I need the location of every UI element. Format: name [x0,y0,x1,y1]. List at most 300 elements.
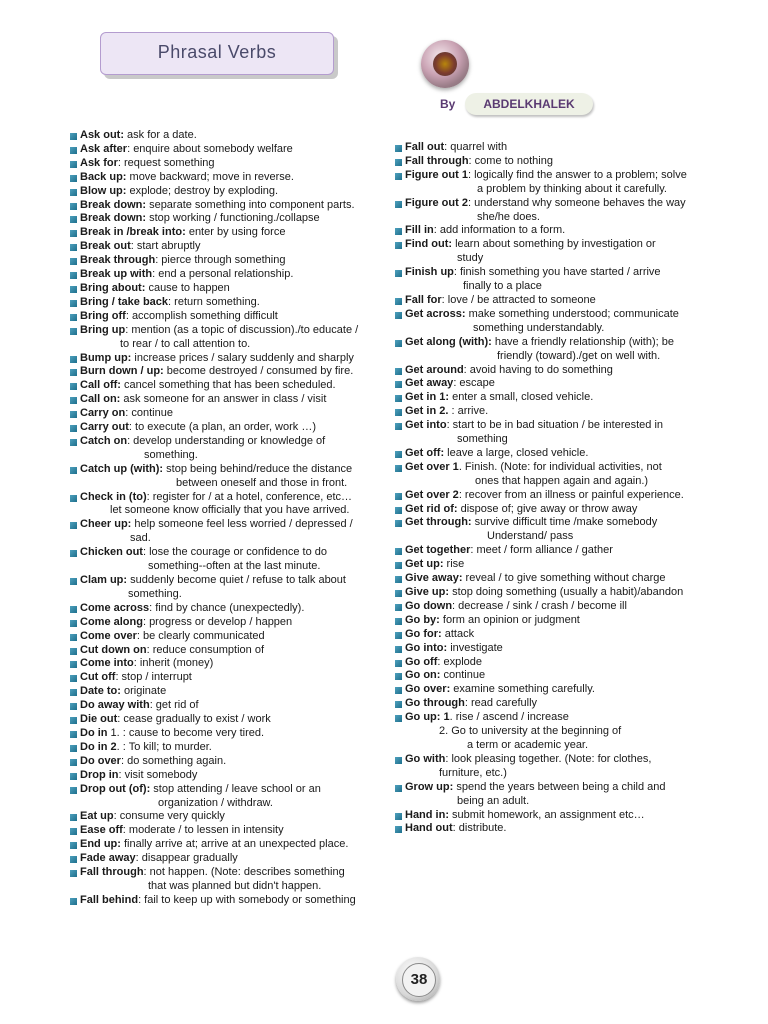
phrasal-verb-entry [70,463,390,491]
verb-definition: : moderate / to lessen in intensity [122,824,284,837]
phrasal-verb-entry [70,783,390,811]
bullet-icon [395,368,402,375]
bullet-icon [395,298,402,305]
bullet-icon [70,495,77,502]
bullet-icon [395,451,402,458]
verb-definition: : read carefully [464,697,538,710]
bullet-icon [70,328,77,335]
phrasal-verb-entry [70,282,390,296]
verb-term: Break through [80,254,156,267]
verb-term: Clam up: [80,574,128,586]
definition-continuation: something--often at the last minute. [148,560,321,573]
verb-definition: rise [443,558,465,571]
verb-definition: : start to be in bad situation / be interested in [446,419,664,432]
verb-definition: : not happen. (Note: describes something [143,866,345,879]
definition-continuation: Understand/ pass [487,530,574,543]
bullet-icon [70,759,77,766]
phrasal-verb-entry [395,155,725,169]
verb-definition: : progress or develop / happen [142,615,293,628]
bullet-icon [395,660,402,667]
verb-term: Bring up [80,323,126,336]
phrasal-verb-entry [70,699,390,713]
phrasal-verb-entry [70,671,390,685]
verb-term: Go into: [405,641,448,654]
verb-term: Get away [405,377,454,390]
verb-definition: cause to happen [145,281,230,294]
phrasal-verb-entry [395,503,725,517]
bullet-icon [70,258,77,265]
phrasal-verb-entry [395,781,725,809]
bullet-icon [70,856,77,863]
verb-definition: move backward; move in reverse. [126,170,294,183]
verb-term: Cut off [80,671,116,684]
verb-definition: : cease gradually to exist / work [117,713,271,726]
verb-term: Blow up: [80,184,127,197]
verb-term: Come over [80,629,137,642]
emblem-icon [421,40,469,88]
verb-definition: reveal / to give something without charge [462,572,666,585]
verb-definition: : quarrel with [444,141,508,153]
verb-definition: originate [120,685,167,698]
bullet-icon [70,828,77,835]
phrasal-verb-entry [70,143,390,157]
phrasal-verb-entry [70,296,390,310]
verb-term: Do over [80,754,121,767]
page-number: 38 [402,963,436,997]
verb-term: Figure out 1 [405,168,468,181]
phrasal-verb-entry [395,238,725,266]
definition-continuation: to rear / to call attention to. [120,337,251,350]
bullet-icon [395,520,402,527]
verb-definition: stop attending / leave school or an [150,782,321,795]
verb-definition: : add information to a form. [433,224,566,237]
verb-definition: : request something [117,156,215,169]
verb-term: Ask after [80,142,128,155]
verb-term: Back up: [80,170,127,183]
bullet-icon [70,648,77,655]
verb-definition: dispose of; give away or throw away [457,502,638,515]
phrasal-verb-entry [70,171,390,185]
bullet-icon [395,493,402,500]
bullet-icon [70,439,77,446]
verb-definition: : recover from an illness or painful experience. [458,488,684,501]
verb-term: Go with [405,752,446,765]
verb-definition: : start abruptly [130,240,201,253]
bullet-icon [70,467,77,474]
verb-term: Get in 1: [405,391,450,404]
phrasal-verb-entry [70,129,390,143]
phrasal-verb-entry [395,669,725,683]
phrasal-verb-entry [395,336,725,364]
verb-definition: : arrive. [448,405,489,418]
bullet-icon [70,175,77,182]
phrasal-verb-entry [395,753,725,781]
phrasal-verb-entry [395,141,725,155]
verb-definition: separate something into component parts. [146,198,355,211]
phrasal-verb-entry [70,657,390,671]
verb-definition: : lose the courage or confidence to do [142,546,328,559]
bullet-icon [395,785,402,792]
phrasal-verb-entry [395,642,725,656]
phrasal-verb-entry [70,199,390,213]
bullet-icon [70,745,77,752]
verb-term: Get rid of: [405,502,458,515]
verb-term: Get over 2 [405,488,459,501]
definition-continuation: between oneself and those in front. [176,476,348,489]
phrasal-verb-entry [395,809,725,823]
verb-term: Catch up (with): [80,462,164,475]
verb-definition: suddenly become quiet / refuse to talk about [127,574,346,586]
verb-term: Chicken out [80,546,143,559]
definition-continuation: 2. Go to university at the beginning of [439,725,622,738]
phrasal-verb-entry [395,628,725,642]
bullet-icon [70,550,77,557]
bullet-icon [70,300,77,307]
bullet-icon [395,590,402,597]
phrasal-verb-entry [70,866,390,894]
phrasal-verb-entry [70,407,390,421]
bullet-icon [70,425,77,432]
verb-term: Go up: 1 [405,711,450,724]
verb-term: Get into [405,419,447,432]
definition-continuation: sad. [130,532,151,545]
bullet-icon [395,145,402,152]
verb-definition: : reduce consumption of [146,643,264,656]
phrasal-verb-entry [70,254,390,268]
bullet-icon [395,423,402,430]
verb-term: Break up with [80,268,153,281]
verb-definition: finally arrive at; arrive at an unexpected place. [120,838,349,851]
bullet-icon [395,242,402,249]
bullet-icon [70,286,77,293]
verb-term: Find out: [405,238,453,251]
definition-continuation: something. [144,448,198,461]
verb-term: Do in [80,726,108,739]
verb-definition: : enquire about somebody welfare [127,142,293,155]
verb-definition: : visit somebody [118,768,198,781]
verb-definition: enter by using force [185,226,286,239]
bullet-icon [395,395,402,402]
verb-term: Date to: [80,685,121,698]
phrasal-verb-entry [70,365,390,379]
bullet-icon [70,244,77,251]
bullet-icon [395,757,402,764]
phrasal-verb-entry [70,240,390,254]
verb-term: Do in 2 [80,740,117,753]
phrasal-verb-entry [395,294,725,308]
verb-term: Go through [405,697,465,710]
verb-definition: : finish something you have started / arrive [453,266,661,279]
definition-continuation: finally to a place [463,280,542,293]
phrasal-verb-entry [70,685,390,699]
verb-term: Die out [80,713,118,726]
verb-definition: increase prices / salary suddenly and sharply [131,351,354,364]
definition-continuation: something understandably. [473,321,605,334]
verb-term: Get across: [405,307,466,320]
verb-definition: : logically find the answer to a problem; solve [467,168,687,181]
phrasal-verb-entry [395,711,725,753]
verb-definition: form an opinion or judgment [439,613,580,626]
phrasal-verb-entry [395,489,725,503]
bullet-icon [70,411,77,418]
definition-continuation: something. [128,587,182,600]
verb-term: Carry on [80,407,126,420]
phrasal-verb-entry [395,697,725,711]
definition-continuation: a term or academic year. [467,738,589,751]
verb-definition: : understand why someone behaves the way [467,196,686,209]
verb-term: Break in /break into: [80,226,186,239]
verb-definition: : disappear gradually [135,852,238,865]
phrasal-verb-entry [70,212,390,226]
phrasal-verb-entry [395,614,725,628]
phrasal-verb-entry [395,224,725,238]
verb-term: Get in 2. [405,405,449,418]
phrasal-verb-entry [70,644,390,658]
bullet-icon [70,189,77,196]
bullet-icon [70,898,77,905]
phrasal-verb-entry [395,308,725,336]
verb-definition: : decrease / sink / crash / become ill [452,599,627,612]
bullet-icon [395,507,402,514]
verb-definition: learn about something by investigation or [452,238,656,251]
verb-definition: : do something again. [120,754,227,767]
verb-term: Go by: [405,613,440,626]
verb-term: Go for: [405,627,442,640]
verb-term: Break out [80,240,131,253]
verb-definition: : to execute (a plan, an order, work …) [128,421,316,434]
verb-term: Drop out (of): [80,782,151,795]
phrasal-verb-entry [70,310,390,324]
phrasal-verb-entry [70,157,390,171]
phrasal-verb-entry [395,377,725,391]
verb-definition: examine something carefully. [450,683,595,696]
verb-term: Come along [80,615,143,628]
verb-definition: submit homework, an assignment etc… [449,808,645,821]
phrasal-verb-entry [395,364,725,378]
verb-term: Break down: [80,198,147,211]
bullet-icon [70,203,77,210]
right-column [395,141,725,836]
phrasal-verb-entry [70,741,390,755]
bullet-icon [70,773,77,780]
verb-term: Fall through [405,154,469,167]
definition-continuation: furniture, etc.) [439,766,507,779]
bullet-icon [395,228,402,235]
verb-term: Get along (with): [405,335,492,348]
definition-continuation: a problem by thinking about it carefully. [477,182,667,195]
bullet-icon [395,687,402,694]
phrasal-verb-entry [70,393,390,407]
verb-definition: ask for a date. [124,129,197,141]
bullet-icon [395,826,402,833]
bullet-icon [70,675,77,682]
definition-continuation: let someone know officially that you have arrived. [110,504,350,517]
phrasal-verb-entry [395,197,725,225]
verb-definition: : return something. [168,295,260,308]
phrasal-verb-entry [70,824,390,838]
bullet-icon [395,673,402,680]
bullet-icon [395,173,402,180]
page-number-badge [396,957,440,1001]
bullet-icon [70,522,77,529]
bullet-icon [70,272,77,279]
bullet-icon [70,133,77,140]
bullet-icon [70,717,77,724]
verb-term: Catch on [80,434,128,447]
phrasal-verb-entry [70,602,390,616]
bullet-icon [70,578,77,585]
verb-term: Ask out: [80,129,124,141]
verb-definition: help someone feel less worried / depressed / [131,518,353,531]
bullet-icon [395,576,402,583]
verb-term: Give away: [405,572,463,585]
verb-term: Call on: [80,393,121,406]
verb-definition: stop doing something (usually a habit)/abandon [449,586,684,598]
phrasal-verb-entry [395,683,725,697]
verb-term: Finish up [405,266,454,279]
verb-term: Give up: [405,586,450,598]
definition-continuation: something [457,433,508,446]
phrasal-verb-entry [395,391,725,405]
bullet-icon [70,787,77,794]
phrasal-verb-entry [395,822,725,836]
verb-definition: . Finish. (Note: for individual activities, not [458,460,662,473]
phrasal-verb-entry [395,558,725,572]
verb-definition: : register for / at a hotel, conference, etc… [146,490,353,503]
verb-term: Go over: [405,683,451,696]
verb-definition: : develop understanding or knowledge of [127,434,326,447]
verb-term: Fade away [80,852,136,865]
verb-term: Grow up: [405,780,454,793]
bullet-icon [395,562,402,569]
verb-term: Cheer up: [80,518,132,531]
page-title: Phrasal Verbs [157,42,277,62]
phrasal-verb-entry [395,586,725,600]
verb-definition: . : To kill; to murder. [116,740,212,753]
verb-term: Check in (to) [80,490,147,503]
verb-definition: : look pleasing together. (Note: for clothes, [445,752,652,765]
author-badge [465,93,593,115]
verb-term: End up: [80,838,121,851]
title-box [100,32,334,75]
verb-term: Fall through [80,866,144,879]
bullet-icon [70,634,77,641]
verb-definition: : avoid having to do something [463,363,613,376]
bullet-icon [395,604,402,611]
verb-definition: stop being behind/reduce the distance [163,462,353,475]
verb-definition: ask someone for an answer in class / visit [120,393,327,406]
bullet-icon [395,340,402,347]
bullet-icon [70,731,77,738]
bullet-icon [395,465,402,472]
verb-definition: stop working / functioning./collapse [146,212,320,225]
bullet-icon [395,409,402,416]
phrasal-verb-entry [70,616,390,630]
phrasal-verb-entry [395,266,725,294]
verb-term: Bump up: [80,351,132,364]
verb-definition: : pierce through something [155,254,286,267]
phrasal-verb-entry [70,518,390,546]
verb-definition: continue [440,669,486,682]
verb-definition: . rise / ascend / increase [449,711,569,724]
verb-definition: : mention (as a topic of discussion)./to educate / [125,323,359,336]
bullet-icon [70,814,77,821]
definition-continuation: being an adult. [457,794,530,807]
verb-term: Do away with [80,699,150,712]
bullet-icon [395,701,402,708]
bullet-icon [70,606,77,613]
bullet-icon [395,159,402,166]
bullet-icon [70,356,77,363]
bullet-icon [70,620,77,627]
author-name: ABDELKHALEK [483,97,575,111]
phrasal-verb-entry [70,421,390,435]
bullet-icon [395,381,402,388]
bullet-icon [70,397,77,404]
bullet-icon [395,646,402,653]
definition-continuation: friendly (toward)./get on well with. [497,349,661,362]
phrasal-verb-entry [70,352,390,366]
verb-definition: survive difficult time /make somebody [471,516,658,529]
bullet-icon [395,715,402,722]
verb-definition: enter a small, closed vehicle. [449,391,594,404]
definition-continuation: she/he does. [477,210,540,223]
bullet-icon [395,270,402,277]
verb-definition: spend the years between being a child and [453,780,666,793]
verb-term: Fall for [405,293,442,306]
definition-continuation: ones that happen again and again.) [475,474,649,487]
emblem-center [433,52,457,76]
definition-continuation: that was planned but didn't happen. [148,879,322,892]
phrasal-verb-entry [70,268,390,282]
bullet-icon [70,314,77,321]
verb-definition: : be clearly communicated [136,629,265,642]
phrasal-verb-entry [70,546,390,574]
verb-term: Break down: [80,212,147,225]
phrasal-verb-entry [70,324,390,352]
phrasal-verb-entry [70,894,390,908]
verb-term: Get over 1 [405,460,459,473]
bullet-icon [395,813,402,820]
phrasal-verb-entry [395,419,725,447]
phrasal-verb-entry [395,516,725,544]
verb-term: Drop in [80,768,119,781]
phrasal-verb-entry [70,755,390,769]
phrasal-verb-entry [70,838,390,852]
verb-term: Bring about: [80,281,146,294]
bullet-icon [70,230,77,237]
phrasal-verb-entry [395,447,725,461]
bullet-icon [395,548,402,555]
bullet-icon [395,201,402,208]
phrasal-verb-entry [395,656,725,670]
bullet-icon [70,689,77,696]
phrasal-verb-entry [70,630,390,644]
verb-definition: : end a personal relationship. [152,268,294,281]
verb-term: Call off: [80,379,121,392]
verb-term: Come across [80,601,150,614]
phrasal-verb-entry [70,713,390,727]
bullet-icon [70,842,77,849]
verb-term: Hand out [405,822,453,835]
verb-definition: : meet / form alliance / gather [470,544,613,557]
verb-term: Get around [405,363,464,376]
verb-definition: : continue [125,407,173,420]
verb-term: Get through: [405,516,472,529]
bullet-icon [395,618,402,625]
phrasal-verb-entry [70,435,390,463]
phrasal-verb-entry [70,491,390,519]
